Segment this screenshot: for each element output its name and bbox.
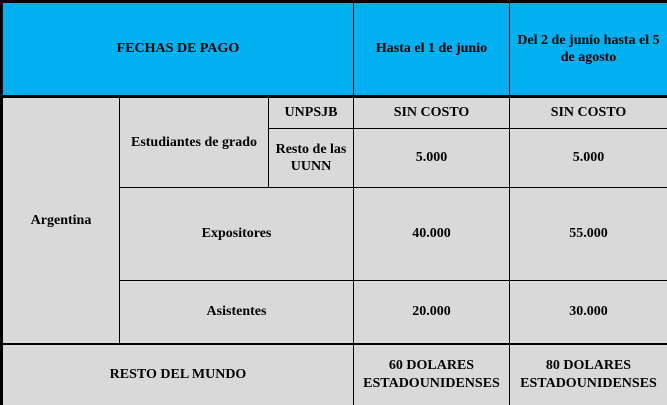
cell-estudiantes-de-grado: Estudiantes de grado xyxy=(120,97,269,188)
cell-unpsjb: UNPSJB xyxy=(269,97,354,129)
cell-unpsjb-period1: SIN COSTO xyxy=(354,97,510,129)
cell-resto-de-las-uunn: Resto de las UUNN xyxy=(269,129,354,188)
cell-resto-uunn-period2: 5.000 xyxy=(510,129,667,188)
cell-resto-mundo-period1: 60 DOLARES ESTADOUNIDENSES xyxy=(354,344,510,405)
header-period-2: Del 2 de junio hasta el 5 de agosto xyxy=(510,2,667,97)
table-header-row xyxy=(2,2,667,97)
cell-expositores-period1: 40.000 xyxy=(354,188,510,281)
cell-resto-mundo-period2: 80 DOLARES ESTADOUNIDENSES xyxy=(510,344,667,405)
cell-asistentes-period1: 20.000 xyxy=(354,281,510,344)
header-fechas-de-pago: FECHAS DE PAGO xyxy=(2,2,354,97)
row-unpsjb xyxy=(2,97,667,129)
cell-argentina: Argentina xyxy=(2,97,120,344)
row-resto-del-mundo xyxy=(2,344,667,405)
cell-expositores: Expositores xyxy=(120,188,354,281)
cell-asistentes-period2: 30.000 xyxy=(510,281,667,344)
cell-resto-uunn-period1: 5.000 xyxy=(354,129,510,188)
cell-resto-del-mundo: RESTO DEL MUNDO xyxy=(2,344,354,405)
cell-asistentes: Asistentes xyxy=(120,281,354,344)
cell-unpsjb-period2: SIN COSTO xyxy=(510,97,667,129)
cell-expositores-period2: 55.000 xyxy=(510,188,667,281)
header-period-1: Hasta el 1 de junio xyxy=(354,2,510,97)
